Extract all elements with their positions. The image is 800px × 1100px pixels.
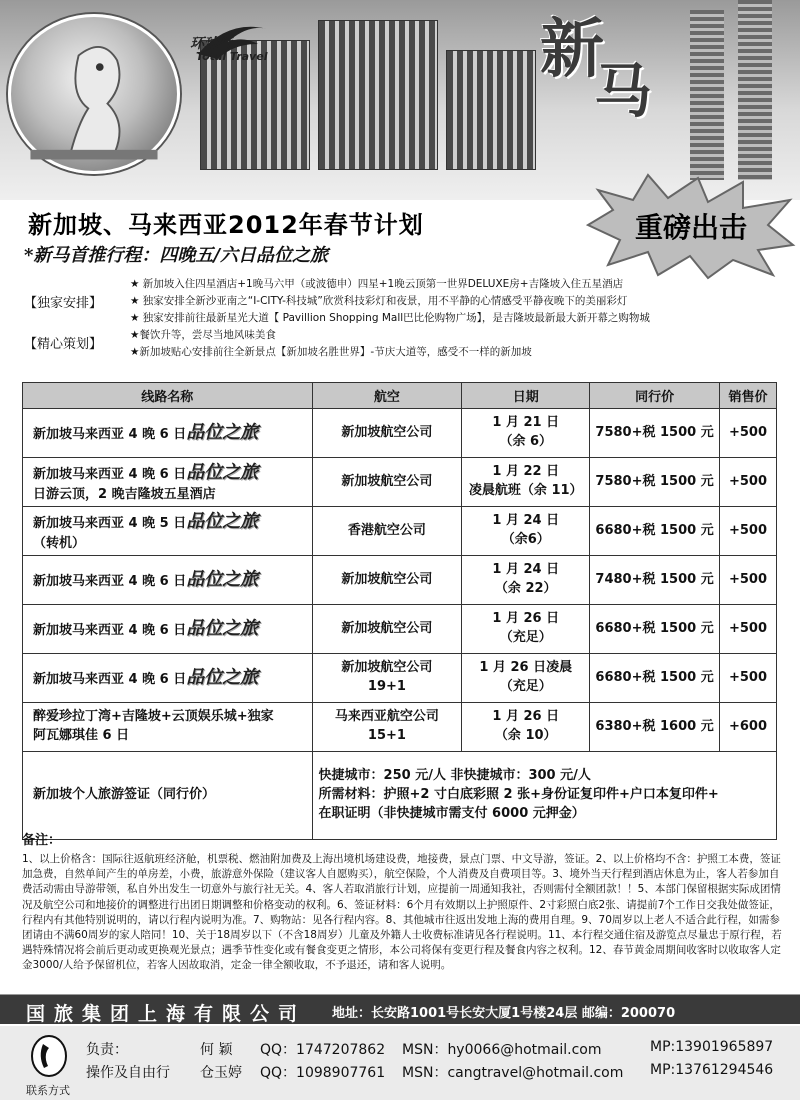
airline-cell <box>312 703 462 752</box>
exclusive-item: ★ 独家安排全新沙亚南之“I-CITY-科技城”欣赏科技彩灯和夜景，用不平静的心情感受平静夜晚下的美丽彩灯 <box>130 295 628 307</box>
contact-msn[interactable]: MSN：hy0066@hotmail.com <box>402 1042 602 1058</box>
logo-text: Total Travel <box>196 50 268 63</box>
contact-mobile[interactable]: MP:13761294546 <box>650 1062 774 1078</box>
table-row <box>23 654 777 703</box>
sale-price: +600 <box>720 703 777 752</box>
departure-date: 1 月 26 日 <box>492 611 560 627</box>
airline-name: 马来西亚航空公司 <box>334 709 439 725</box>
route-detail: 阿瓦娜琪佳 6 日 <box>33 728 130 743</box>
logo-cn-text: 环球行 <box>190 36 232 52</box>
xin-ma-calligraphy: 新马 <box>540 12 653 125</box>
table-row <box>23 458 777 507</box>
airline-group-size: 19+1 <box>367 679 406 694</box>
route-name: 新加坡马来西亚 4 晚 5 日 <box>33 515 187 531</box>
seats-left: （充足） <box>499 630 552 645</box>
visa-info <box>312 752 776 840</box>
visa-line: 在职证明（非快捷城市需支付 6000 元押金） <box>318 805 585 821</box>
airline-name: 新加坡航空公司 <box>341 571 433 587</box>
departure-date: 1 月 24 日 <box>492 562 560 578</box>
route-name: 醉爱珍拉丁湾+吉隆坡+云顶娱乐城+独家 <box>33 709 274 725</box>
peer-price: 7480+税 1500 元 <box>590 556 720 605</box>
company-name: 国旅集团上海有限公司 <box>26 1003 307 1025</box>
departure-date: 1 月 24 日 <box>492 513 560 529</box>
airline-name: 新加坡航空公司 <box>341 473 433 489</box>
date-cell <box>462 507 590 556</box>
notes-section <box>22 832 782 974</box>
route-name: 新加坡马来西亚 4 晚 6 日 <box>33 426 187 442</box>
notes-title: 备注： <box>22 833 62 848</box>
hotel-building-image <box>446 50 536 170</box>
contact-label: 联系方式 <box>26 1084 70 1097</box>
date-cell <box>462 409 590 458</box>
table-row <box>23 409 777 458</box>
seats-left: （余 22） <box>494 581 557 596</box>
table-row <box>23 703 777 752</box>
departure-date: 1 月 21 日 <box>492 415 560 431</box>
route-cell <box>23 507 313 556</box>
route-cell <box>23 605 313 654</box>
header-route: 线路名称 <box>23 383 313 409</box>
contact-section <box>0 1026 800 1100</box>
route-tag: 品位之旅 <box>186 666 259 688</box>
table-row <box>23 605 777 654</box>
phone-icon <box>30 1034 68 1078</box>
route-tag: 品位之旅 <box>186 421 259 443</box>
contact-qq[interactable]: QQ：1098907761 <box>260 1065 386 1081</box>
sale-price: +500 <box>720 556 777 605</box>
route-name: 新加坡马来西亚 4 晚 6 日 <box>33 573 187 589</box>
airline-name: 新加坡航空公司 <box>341 660 433 676</box>
airline-cell <box>312 409 462 458</box>
route-cell <box>23 458 313 507</box>
header-date: 日期 <box>462 383 590 409</box>
sale-price: +500 <box>720 507 777 556</box>
peer-price: 7580+税 1500 元 <box>590 458 720 507</box>
route-name: 新加坡马来西亚 4 晚 6 日 <box>33 671 187 687</box>
departure-date: 1 月 26 日凌晨 <box>479 660 573 676</box>
notes-text: 1、以上价格含：国际往返航班经济舱，机票税、燃油附加费及上海出境机场建设费，地接费，景点门票、中文导游，签证。2、以上价格均不含：护照工本费，签证加急费，自然单间产生的单房差，小费，旅游意外保险（建议客人自愿购买），航空保险，个人消费及自费项目等。3、境外当天行程到酒店休息为止，客人若参加自费活动需由导游带领，私自外出发生一切意外与旅行社无关。4、客人若取消旅行计划，应提前一周通知我社，否则需付全额团款！！5、本部门保留根据实际成团情况及航空公司和地接价的调整进行出团日期调整和价格变动的权利。6、签证材料：6个月有效期以上护照原件、2寸彩照白底2张、请提前7个工作日交我处做签证，行程内有其他特别说明的，请以行程内说明为准。7、购物站：见各行程内容。8、其他城市往返出发地上海的费用自理。9、70周岁以上老人不适合此行程，如需参团请由不满60周岁的家人陪同！10、关于18周岁以下（不含18周岁）儿童及外籍人士收费标准请见各行程说明。11、本行程交通住宿及游览点尽量忠于原行程，若遇特殊情况将会前后更动或更换观光景点；遇季节性变化或有餐食变更之情形，本公司将保有变更行程及餐食内容之权利。12、春节黄金周期间收客时以收取客人定金3000/人给予保留机位，若客人因故取消，定金一律全额收取，不予退还，请和客人说明。 <box>22 852 782 972</box>
seats-left: （余 10） <box>494 728 557 743</box>
header-sale-price: 销售价 <box>720 383 777 409</box>
exclusive-label: 【独家安排】 <box>24 296 103 311</box>
airline-cell <box>312 654 462 703</box>
airline-cell <box>312 507 462 556</box>
route-cell <box>23 654 313 703</box>
route-tag: 品位之旅 <box>186 510 259 532</box>
route-detail: 日游云顶，2 晚吉隆坡五星酒店 <box>33 486 216 502</box>
visa-row <box>23 752 777 840</box>
airline-name: 香港航空公司 <box>347 522 426 538</box>
contact-name: 仓玉婷 <box>200 1065 242 1081</box>
airline-cell <box>312 556 462 605</box>
visa-line: 所需材料：护照+2 寸白底彩照 2 张+身份证复印件+户口本复印件+ <box>318 787 719 803</box>
company-address: 地址：长安路1001号长安大厦1号楼24层 邮编：200070 <box>332 1006 676 1021</box>
seats-left: （充足） <box>499 679 552 694</box>
route-tag: 品位之旅 <box>186 461 259 483</box>
header-peer-price: 同行价 <box>590 383 720 409</box>
airline-group-size: 15+1 <box>367 728 406 743</box>
exclusive-item: ★ 独家安排前往最新星光大道【 Pavillion Shopping Mall巴比伦购物广场】，是吉隆坡最新最大新开幕之购物城 <box>130 312 650 324</box>
contact-role: 操作及自由行 <box>86 1065 170 1081</box>
peer-price: 7580+税 1500 元 <box>590 409 720 458</box>
twin-tower-image <box>690 10 724 180</box>
airline-name: 新加坡航空公司 <box>341 424 433 440</box>
hotel-building-image <box>318 20 438 170</box>
route-cell <box>23 556 313 605</box>
careful-label: 【精心策划】 <box>24 337 103 352</box>
merlion-photo <box>8 14 180 174</box>
date-cell <box>462 458 590 507</box>
sale-price: +500 <box>720 409 777 458</box>
twin-tower-image <box>738 0 772 180</box>
contact-qq[interactable]: QQ：1747207862 <box>260 1042 386 1058</box>
peer-price: 6680+税 1500 元 <box>590 605 720 654</box>
date-cell <box>462 556 590 605</box>
contact-msn[interactable]: MSN：cangtravel@hotmail.com <box>402 1065 624 1081</box>
table-header-row <box>23 383 777 409</box>
visa-line: 快捷城市：250 元/人 非快捷城市：300 元/人 <box>318 768 591 784</box>
route-name: 新加坡马来西亚 4 晚 6 日 <box>33 466 187 482</box>
peer-price: 6380+税 1600 元 <box>590 703 720 752</box>
routes-table <box>22 382 777 840</box>
subtitle: *新马首推行程：四晚五/六日品位之旅 <box>24 245 328 266</box>
date-cell <box>462 703 590 752</box>
route-tag: 品位之旅 <box>186 617 259 639</box>
sale-price: +500 <box>720 605 777 654</box>
exclusive-item: ★ 新加坡入住四星酒店+1晚马六甲（或波德申）四星+1晚云顶第一世界DELUXE房+吉隆坡入住五星酒店 <box>130 278 624 290</box>
sale-price: +500 <box>720 458 777 507</box>
contact-role: 负责： <box>86 1042 128 1058</box>
header-airline: 航空 <box>312 383 462 409</box>
date-cell <box>462 605 590 654</box>
contact-name: 何 颖 <box>200 1042 233 1058</box>
careful-item: ★餐饮升等，尝尽当地风味美食 <box>130 329 276 341</box>
route-cell <box>23 703 313 752</box>
route-tag: 品位之旅 <box>186 568 259 590</box>
departure-date: 1 月 22 日 <box>492 464 560 480</box>
badge-text: 重磅出击 <box>634 211 747 244</box>
seats-left: （余6） <box>501 532 550 547</box>
route-detail: （转机） <box>33 535 86 551</box>
date-cell <box>462 654 590 703</box>
page-title: 新加坡、马来西亚2012年春节计划 <box>28 211 424 239</box>
seats-left: （余 6） <box>499 434 553 449</box>
contact-mobile[interactable]: MP:13901965897 <box>650 1039 774 1055</box>
airline-cell <box>312 605 462 654</box>
peer-price: 6680+税 1500 元 <box>590 507 720 556</box>
table-row <box>23 556 777 605</box>
airline-cell <box>312 458 462 507</box>
visa-name: 新加坡个人旅游签证（同行价） <box>23 752 313 840</box>
careful-item: ★新加坡贴心安排前往全新景点【新加坡名胜世界】-节庆大道等，感受不一样的新加坡 <box>130 346 532 358</box>
route-name: 新加坡马来西亚 4 晚 6 日 <box>33 622 187 638</box>
route-cell <box>23 409 313 458</box>
departure-date: 1 月 26 日 <box>492 709 560 725</box>
peer-price: 6680+税 1500 元 <box>590 654 720 703</box>
sale-price: +500 <box>720 654 777 703</box>
airline-name: 新加坡航空公司 <box>341 620 433 636</box>
company-bar <box>0 994 800 1024</box>
seats-left: 凌晨航班（余 11） <box>468 483 583 498</box>
table-row <box>23 507 777 556</box>
